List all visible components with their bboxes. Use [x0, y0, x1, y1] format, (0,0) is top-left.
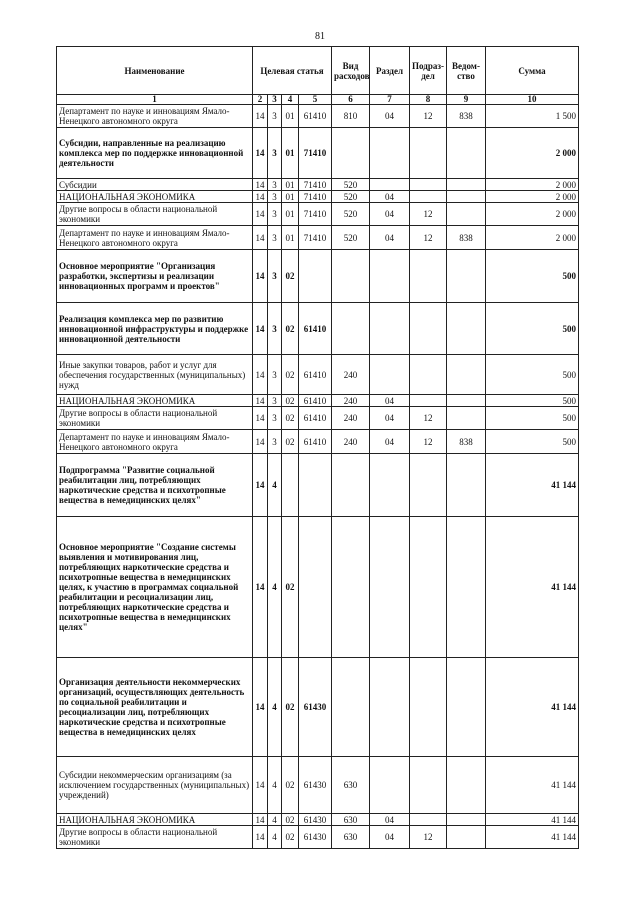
cell-event: 02: [282, 826, 299, 849]
cell-program: 14: [253, 658, 268, 757]
cell-amount: 41 144: [486, 517, 579, 658]
cell-subsection: 12: [410, 105, 447, 128]
column-number: 7: [370, 95, 410, 105]
budget-table: [56, 46, 579, 849]
cell-event: 02: [282, 757, 299, 814]
header-subsection: Подраз-дел: [410, 47, 447, 95]
cell-direction: 71410: [299, 226, 332, 250]
table-row: [57, 203, 579, 226]
column-number: 2: [253, 95, 268, 105]
cell-amount: 500: [486, 355, 579, 395]
table-row: [57, 826, 579, 849]
cell-amount: 2 000: [486, 203, 579, 226]
cell-subsection: [410, 250, 447, 303]
table-row: [57, 430, 579, 454]
cell-program: 14: [253, 226, 268, 250]
table-row: [57, 658, 579, 757]
cell-subsection: [410, 179, 447, 191]
cell-section: [370, 179, 410, 191]
cell-section: [370, 454, 410, 517]
cell-subprogram: 3: [268, 191, 282, 203]
cell-direction: 61410: [299, 407, 332, 430]
cell-amount: 1 500: [486, 105, 579, 128]
cell-subsection: 12: [410, 430, 447, 454]
column-number-row: [57, 95, 579, 105]
cell-section: 04: [370, 395, 410, 407]
cell-subprogram: 3: [268, 226, 282, 250]
cell-department: [447, 454, 486, 517]
cell-department: [447, 517, 486, 658]
cell-subsection: [410, 395, 447, 407]
cell-program: 14: [253, 179, 268, 191]
cell-subprogram: 3: [268, 355, 282, 395]
cell-expense-type: [332, 454, 370, 517]
cell-section: 04: [370, 826, 410, 849]
header-row: [57, 47, 579, 95]
cell-name: Реализация комплекса мер по развитию инновационной инфраструктуры и поддержке инновационной деятельности: [57, 303, 253, 355]
cell-amount: 500: [486, 430, 579, 454]
cell-event: 02: [282, 303, 299, 355]
table-row: [57, 757, 579, 814]
cell-expense-type: [332, 303, 370, 355]
cell-expense-type: 520: [332, 226, 370, 250]
column-number: 8: [410, 95, 447, 105]
cell-expense-type: 630: [332, 814, 370, 826]
cell-section: 04: [370, 430, 410, 454]
table-row: [57, 454, 579, 517]
column-number: 9: [447, 95, 486, 105]
cell-event: 02: [282, 355, 299, 395]
cell-subsection: [410, 355, 447, 395]
cell-direction: 61430: [299, 658, 332, 757]
table-row: [57, 179, 579, 191]
cell-program: 14: [253, 355, 268, 395]
cell-direction: 71410: [299, 191, 332, 203]
cell-program: 14: [253, 454, 268, 517]
cell-subprogram: 3: [268, 179, 282, 191]
page-number: 81: [315, 31, 325, 42]
cell-name: Субсидии некоммерческим организациям (за исключением государственных (муниципальных) учреждений): [57, 757, 253, 814]
column-number: 6: [332, 95, 370, 105]
cell-subprogram: 3: [268, 430, 282, 454]
cell-amount: 500: [486, 407, 579, 430]
cell-expense-type: [332, 517, 370, 658]
cell-department: [447, 814, 486, 826]
cell-department: [447, 191, 486, 203]
cell-department: [447, 395, 486, 407]
table-row: [57, 355, 579, 395]
table-row: [57, 407, 579, 430]
cell-name: Департамент по науке и инновациям Ямало-Ненецкого автономного округа: [57, 105, 253, 128]
cell-name: Подпрограмма "Развитие социальной реабилитации лиц, потребляющих наркотические средства и психотропные вещества в немедицинских целях": [57, 454, 253, 517]
cell-expense-type: 520: [332, 191, 370, 203]
cell-amount: 2 000: [486, 191, 579, 203]
cell-direction: 71410: [299, 128, 332, 179]
cell-subprogram: 3: [268, 250, 282, 303]
cell-direction: 61410: [299, 430, 332, 454]
cell-department: [447, 128, 486, 179]
cell-amount: 2 000: [486, 226, 579, 250]
cell-subsection: 12: [410, 407, 447, 430]
header-expense-type: Вид расходов: [332, 47, 370, 95]
cell-name: Другие вопросы в области национальной экономики: [57, 407, 253, 430]
cell-event: 01: [282, 203, 299, 226]
cell-section: [370, 303, 410, 355]
cell-section: [370, 658, 410, 757]
cell-section: 04: [370, 203, 410, 226]
cell-program: 14: [253, 757, 268, 814]
cell-expense-type: 630: [332, 757, 370, 814]
cell-subprogram: 4: [268, 517, 282, 658]
cell-direction: 61410: [299, 303, 332, 355]
cell-subprogram: 4: [268, 658, 282, 757]
cell-direction: 61430: [299, 814, 332, 826]
table-row: [57, 105, 579, 128]
cell-name: Субсидии, направленные на реализацию комплекса мер по поддержке инновационной деятельности: [57, 128, 253, 179]
cell-subprogram: 3: [268, 128, 282, 179]
cell-department: [447, 303, 486, 355]
cell-department: [447, 250, 486, 303]
cell-expense-type: 810: [332, 105, 370, 128]
table-row: [57, 191, 579, 203]
cell-subsection: [410, 517, 447, 658]
cell-department: 838: [447, 430, 486, 454]
cell-amount: 500: [486, 395, 579, 407]
cell-section: 04: [370, 407, 410, 430]
cell-section: [370, 355, 410, 395]
column-number: 4: [282, 95, 299, 105]
cell-program: 14: [253, 395, 268, 407]
cell-event: 01: [282, 105, 299, 128]
cell-event: 02: [282, 395, 299, 407]
cell-amount: 41 144: [486, 814, 579, 826]
cell-subsection: [410, 814, 447, 826]
header-target: Целевая статья: [253, 47, 332, 95]
header-amount: Сумма: [486, 47, 579, 95]
cell-event: 02: [282, 250, 299, 303]
cell-name: НАЦИОНАЛЬНАЯ ЭКОНОМИКА: [57, 191, 253, 203]
cell-direction: [299, 517, 332, 658]
cell-expense-type: [332, 658, 370, 757]
cell-section: [370, 517, 410, 658]
cell-name: НАЦИОНАЛЬНАЯ ЭКОНОМИКА: [57, 395, 253, 407]
table-row: [57, 226, 579, 250]
cell-name: Иные закупки товаров, работ и услуг для обеспечения государственных (муниципальных) нужд: [57, 355, 253, 395]
cell-subsection: [410, 454, 447, 517]
cell-event: 02: [282, 814, 299, 826]
cell-event: [282, 454, 299, 517]
cell-name: Субсидии: [57, 179, 253, 191]
cell-department: [447, 757, 486, 814]
cell-section: 04: [370, 191, 410, 203]
cell-subprogram: 3: [268, 395, 282, 407]
cell-expense-type: 240: [332, 355, 370, 395]
cell-event: 02: [282, 517, 299, 658]
cell-program: 14: [253, 814, 268, 826]
cell-section: [370, 250, 410, 303]
cell-expense-type: [332, 128, 370, 179]
table-row: [57, 303, 579, 355]
cell-program: 14: [253, 203, 268, 226]
cell-section: 04: [370, 105, 410, 128]
cell-direction: 61430: [299, 757, 332, 814]
cell-subprogram: 3: [268, 203, 282, 226]
cell-program: 14: [253, 407, 268, 430]
cell-direction: 61430: [299, 826, 332, 849]
cell-expense-type: 240: [332, 430, 370, 454]
cell-program: 14: [253, 250, 268, 303]
cell-subprogram: 4: [268, 814, 282, 826]
header-department: Ведом-ство: [447, 47, 486, 95]
header-name: Наименование: [57, 47, 253, 95]
cell-direction: 61410: [299, 105, 332, 128]
cell-subsection: [410, 757, 447, 814]
cell-section: 04: [370, 226, 410, 250]
cell-direction: 61410: [299, 355, 332, 395]
cell-event: 01: [282, 179, 299, 191]
table-row: [57, 814, 579, 826]
cell-direction: [299, 454, 332, 517]
cell-name: Основное мероприятие "Организация разработки, экспертизы и реализации инновационных программ и проектов": [57, 250, 253, 303]
table-row: [57, 128, 579, 179]
column-number: 10: [486, 95, 579, 105]
cell-subsection: [410, 658, 447, 757]
cell-department: [447, 179, 486, 191]
cell-department: 838: [447, 105, 486, 128]
table-row: [57, 517, 579, 658]
cell-program: 14: [253, 105, 268, 128]
cell-direction: 71410: [299, 203, 332, 226]
cell-section: 04: [370, 814, 410, 826]
cell-expense-type: 630: [332, 826, 370, 849]
cell-department: 838: [447, 226, 486, 250]
cell-subprogram: 4: [268, 454, 282, 517]
cell-amount: 41 144: [486, 826, 579, 849]
cell-department: [447, 407, 486, 430]
cell-event: 02: [282, 658, 299, 757]
cell-department: [447, 658, 486, 757]
cell-amount: 500: [486, 250, 579, 303]
cell-subprogram: 3: [268, 407, 282, 430]
cell-name: Другие вопросы в области национальной экономики: [57, 203, 253, 226]
cell-amount: 41 144: [486, 658, 579, 757]
cell-subsection: 12: [410, 826, 447, 849]
cell-department: [447, 203, 486, 226]
cell-department: [447, 826, 486, 849]
cell-expense-type: 520: [332, 203, 370, 226]
column-number: 1: [57, 95, 253, 105]
cell-name: Департамент по науке и инновациям Ямало-Ненецкого автономного округа: [57, 226, 253, 250]
cell-department: [447, 355, 486, 395]
cell-section: [370, 128, 410, 179]
cell-name: Организация деятельности некоммерческих организаций, осуществляющих деятельность по социальной реабилитации и ресоциализации лиц, потребляющих наркотические средства и психотропные вещества в немедицинских целях: [57, 658, 253, 757]
cell-subsection: [410, 191, 447, 203]
cell-event: 01: [282, 226, 299, 250]
cell-section: [370, 757, 410, 814]
header-section: Раздел: [370, 47, 410, 95]
cell-direction: 71410: [299, 179, 332, 191]
cell-subsection: [410, 303, 447, 355]
cell-subprogram: 3: [268, 105, 282, 128]
cell-subprogram: 4: [268, 826, 282, 849]
table-body: [57, 105, 579, 849]
cell-expense-type: 520: [332, 179, 370, 191]
cell-program: 14: [253, 517, 268, 658]
table-row: [57, 395, 579, 407]
cell-name: Департамент по науке и инновациям Ямало-Ненецкого автономного округа: [57, 430, 253, 454]
cell-program: 14: [253, 826, 268, 849]
cell-event: 02: [282, 407, 299, 430]
cell-expense-type: 240: [332, 395, 370, 407]
cell-name: Основное мероприятие "Создание системы выявления и мотивирования лиц, потребляющих наркотические средства и психотропные вещества в немедицинских целях, к участию в программах социальной реабилитации и ресоциализации лиц, потребляющих наркотические средства и психотропные вещества в немедицинских целях": [57, 517, 253, 658]
cell-direction: 61410: [299, 395, 332, 407]
cell-program: 14: [253, 430, 268, 454]
cell-subsection: 12: [410, 226, 447, 250]
cell-amount: 2 000: [486, 128, 579, 179]
cell-event: 01: [282, 191, 299, 203]
column-number: 5: [299, 95, 332, 105]
cell-name: Другие вопросы в области национальной экономики: [57, 826, 253, 849]
cell-program: 14: [253, 191, 268, 203]
cell-expense-type: 240: [332, 407, 370, 430]
cell-subsection: [410, 128, 447, 179]
cell-direction: [299, 250, 332, 303]
cell-expense-type: [332, 250, 370, 303]
cell-amount: 41 144: [486, 757, 579, 814]
cell-amount: 2 000: [486, 179, 579, 191]
cell-amount: 500: [486, 303, 579, 355]
cell-subprogram: 4: [268, 757, 282, 814]
cell-program: 14: [253, 303, 268, 355]
table-row: [57, 250, 579, 303]
cell-name: НАЦИОНАЛЬНАЯ ЭКОНОМИКА: [57, 814, 253, 826]
cell-event: 01: [282, 128, 299, 179]
cell-subprogram: 3: [268, 303, 282, 355]
cell-subsection: 12: [410, 203, 447, 226]
cell-program: 14: [253, 128, 268, 179]
column-number: 3: [268, 95, 282, 105]
cell-amount: 41 144: [486, 454, 579, 517]
cell-event: 02: [282, 430, 299, 454]
